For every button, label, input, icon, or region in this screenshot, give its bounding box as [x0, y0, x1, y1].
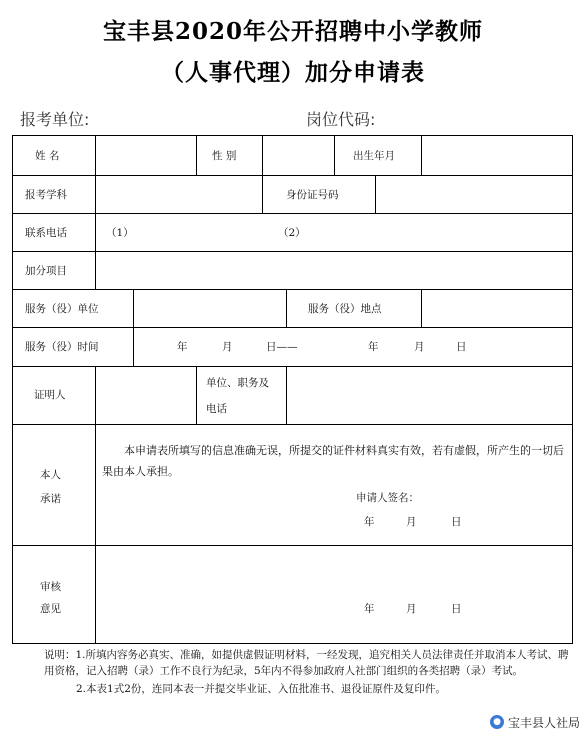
service-start-day: 日—— [266, 341, 298, 353]
form-notes [44, 647, 570, 697]
gender-label: 性 别 [212, 150, 237, 162]
service-end-month: 月 [414, 341, 425, 353]
watermark [487, 713, 583, 731]
birth-date-label: 出生年月 [353, 150, 395, 162]
bonus-item-label: 加分项目 [25, 265, 67, 277]
commitment-text: 本申请表所填写的信息准确无误，所提交的证件材料真实有效，若有虚假，所产生的一切后果由本人承担。 [102, 444, 564, 478]
phone-2-label: （2） [278, 227, 306, 239]
self-commit-label-1: 本人 [40, 469, 61, 481]
service-start-month: 月 [222, 341, 233, 353]
phone-label: 联系电话 [25, 227, 67, 239]
form-title-line1: 宝丰县2020年公开招聘中小学教师 [102, 18, 483, 45]
review-month: 月 [406, 603, 417, 615]
witness-info-label-2: 电话 [206, 403, 227, 415]
note-2: 2.本表1式2份，连同本表一并提交毕业证、入伍批准书、退役证原件及复印件。 [76, 683, 446, 695]
watermark-text: 宝丰县人社局 [508, 715, 581, 730]
service-end-year: 年 [368, 341, 379, 353]
service-place-label: 服务（役）地点 [308, 303, 382, 315]
sign-day: 日 [451, 516, 462, 528]
note-1: 说明：1.所填内容务必真实、准确，如提供虚假证明材料，一经发现，追究相关人员法律责任并取消本人考试、聘用资格，记入招聘（录）工作不良行为纪录，5年内不得参加政府人社部门组织的各类招聘（录）考试。 [44, 649, 569, 677]
name-label: 姓 名 [35, 150, 60, 162]
review-label-1: 审核 [40, 581, 61, 593]
review-label-2: 意见 [40, 603, 61, 615]
review-year: 年 [364, 603, 375, 615]
form-title-line2: （人事代理）加分申请表 [161, 59, 425, 86]
review-day: 日 [451, 603, 462, 615]
witness-info-label-1: 单位、职务及 [206, 377, 269, 389]
position-code-label: 岗位代码: [306, 110, 376, 129]
service-start-year: 年 [177, 341, 188, 353]
sign-year: 年 [364, 516, 375, 528]
apply-unit-label: 报考单位: [20, 110, 90, 129]
id-number-label: 身份证号码 [286, 189, 339, 201]
service-end-day: 日 [456, 341, 467, 353]
phone-1-label: （1） [106, 227, 134, 239]
subject-label: 报考学科 [25, 189, 67, 201]
wechat-official-account-icon: ● [490, 715, 504, 729]
service-unit-label: 服务（役）单位 [25, 303, 99, 315]
service-time-label: 服务（役）时间 [25, 341, 99, 353]
witness-label: 证明人 [34, 389, 66, 401]
applicant-signature-label: 申请人签名： [356, 492, 419, 504]
self-commit-label-2: 承诺 [40, 493, 61, 505]
sign-month: 月 [406, 516, 417, 528]
